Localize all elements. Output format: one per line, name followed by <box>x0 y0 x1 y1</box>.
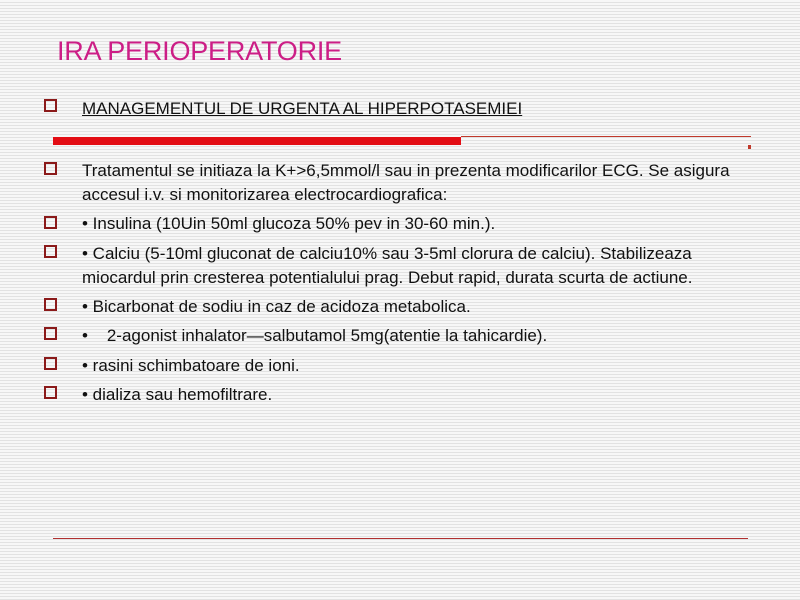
list-item-bicarbonat: • Bicarbonat de sodiu in caz de acidoza metabolica. <box>82 297 471 316</box>
header-divider-accent <box>53 137 461 145</box>
square-bullet-icon <box>44 162 57 175</box>
list-item-agonist: • 2-agonist inhalator—salbutamol 5mg(atentie la tahicardie). <box>82 326 548 345</box>
list-item-rasini: • rasini schimbatoare de ioni. <box>82 356 300 375</box>
list-item-dializa: • dializa sau hemofiltrare. <box>82 385 273 404</box>
list-item-treatment-intro: Tratamentul se initiaza la K+>6,5mmol/l sau in prezenta modificarilor ECG. Se asigura accesul i.v. si monitorizarea electrocardiografica: <box>82 161 730 204</box>
square-bullet-icon <box>44 99 57 112</box>
slide-title: IRA PERIOPERATORIE <box>57 36 342 66</box>
header-divider-thin <box>461 136 751 137</box>
header-divider-end-mark <box>748 145 751 149</box>
footer-divider <box>53 538 748 539</box>
square-bullet-icon <box>44 216 57 229</box>
list-item-insulina: • Insulina (10Uin 50ml glucoza 50% pev in 30-60 min.). <box>82 214 496 233</box>
list-item-calciu: • Calciu (5-10ml gluconat de calciu10% sau 3-5ml clorura de calciu). Stabilizeaza miocardul prin cresterea potentialului prag. Debut rapid, durata scurta de actiune. <box>82 244 693 287</box>
square-bullet-icon <box>44 245 57 258</box>
square-bullet-icon <box>44 386 57 399</box>
square-bullet-icon <box>44 327 57 340</box>
section-heading: MANAGEMENTUL DE URGENTA AL HIPERPOTASEMIEI <box>82 99 523 118</box>
square-bullet-icon <box>44 357 57 370</box>
square-bullet-icon <box>44 298 57 311</box>
